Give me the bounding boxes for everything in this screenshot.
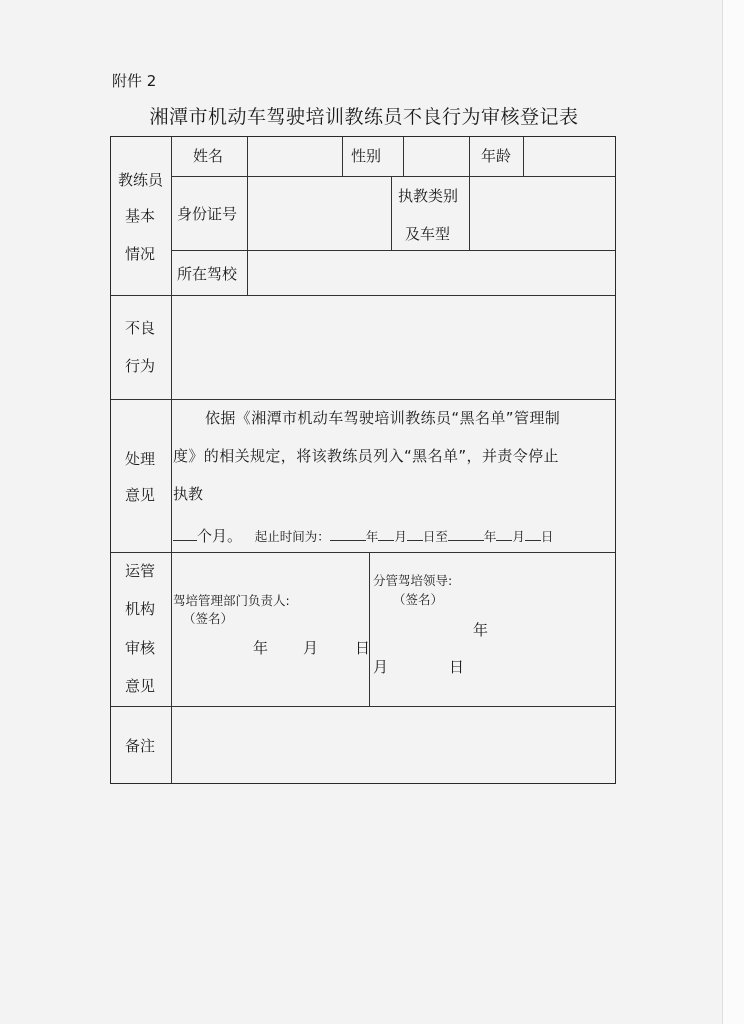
- review-label-3: 审核: [125, 639, 156, 657]
- leader-year-label: 年: [473, 621, 489, 639]
- months-blank: [173, 526, 197, 541]
- col-line: [369, 552, 370, 706]
- basic-label-2: 基本: [125, 207, 156, 225]
- page-edge: [722, 0, 744, 1024]
- label-column-line: [171, 137, 172, 783]
- leader-day-label: 日: [449, 658, 465, 676]
- month-text: 个月。: [197, 527, 243, 545]
- start-month-blank: [378, 526, 394, 541]
- leader-month-label: 月: [373, 658, 389, 676]
- category-label-1: 执教类别: [398, 187, 459, 205]
- end-day-label: 日: [540, 529, 554, 544]
- col-line: [391, 176, 392, 250]
- end-month-blank: [496, 526, 512, 541]
- annex-label: 附件 2: [112, 72, 157, 90]
- col-line: [342, 137, 343, 176]
- category-label-2: 及车型: [405, 225, 451, 243]
- start-day-blank: [407, 526, 423, 541]
- school-label: 所在驾校: [177, 265, 238, 283]
- bad-behavior-label-2: 行为: [125, 357, 156, 375]
- review-label-1: 运管: [125, 562, 156, 580]
- col-line: [247, 137, 248, 295]
- row-line: [171, 250, 615, 251]
- leader-label: 分管驾培领导:: [373, 573, 453, 588]
- review-label-4: 意见: [125, 677, 156, 695]
- start-year-label: 年: [365, 529, 379, 544]
- row-line: [171, 176, 615, 177]
- end-month-label: 月: [512, 529, 525, 544]
- basic-label-1: 教练员: [118, 171, 164, 189]
- start-month-label: 月: [394, 529, 407, 544]
- dept-sign-label: （签名）: [183, 611, 234, 626]
- handling-text-line2: 度》的相关规定，将该教练员列入“黑名单”，并责令停止: [173, 447, 559, 465]
- dept-day-label: 日: [355, 639, 371, 657]
- basic-label-3: 情况: [125, 245, 156, 263]
- start-day-label: 日至: [422, 529, 448, 544]
- col-line: [469, 137, 470, 250]
- handling-label-1: 处理: [125, 450, 156, 468]
- gender-label: 性别: [351, 147, 382, 165]
- section-line: [111, 552, 615, 553]
- dept-year-label: 年: [253, 639, 269, 657]
- end-year-blank: [448, 526, 484, 541]
- dept-head-label: 驾培管理部门负责人:: [173, 593, 290, 608]
- handling-label-2: 意见: [125, 486, 156, 504]
- period-label: 起止时间为：: [254, 529, 330, 544]
- remarks-label: 备注: [125, 737, 156, 755]
- dept-month-label: 月: [303, 639, 319, 657]
- col-line: [523, 137, 524, 176]
- handling-text-line3: 执教: [173, 485, 204, 503]
- end-year-label: 年: [483, 529, 497, 544]
- end-day-blank: [525, 526, 541, 541]
- registration-table: [110, 136, 616, 784]
- review-label-2: 机构: [125, 600, 156, 618]
- id-label: 身份证号: [177, 205, 238, 223]
- start-year-blank: [330, 526, 366, 541]
- leader-sign-label: （签名）: [393, 592, 444, 607]
- form-title: 湘潭市机动车驾驶培训教练员不良行为审核登记表: [149, 106, 579, 128]
- bad-behavior-label-1: 不良: [125, 319, 156, 337]
- handling-period-line: [173, 526, 553, 544]
- age-label: 年龄: [481, 147, 512, 165]
- section-line: [111, 706, 615, 707]
- handling-text-line1: 依据《湘潭市机动车驾驶培训教练员“黑名单”管理制: [205, 409, 561, 427]
- name-label: 姓名: [193, 147, 224, 165]
- section-line: [111, 399, 615, 400]
- col-line: [403, 137, 404, 176]
- section-line: [111, 295, 615, 296]
